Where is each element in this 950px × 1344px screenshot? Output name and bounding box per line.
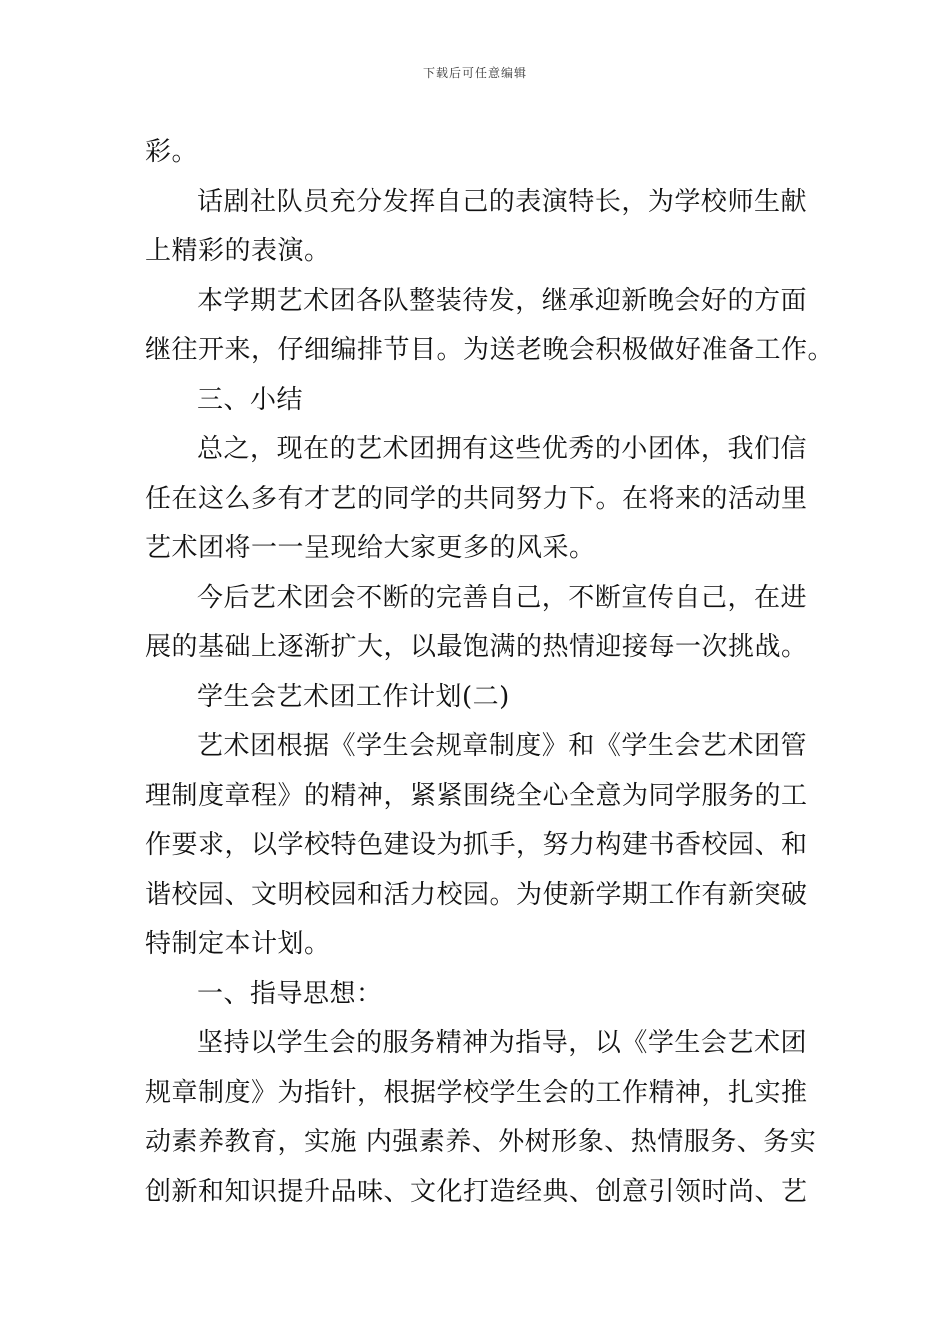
text-line: 坚持以学生会的服务精神为指导，以《学生会艺术团 [197,1028,807,1058]
text-line: 总之，现在的艺术团拥有这些优秀的小团体，我们信 [197,434,807,464]
document-body [145,128,835,1217]
text-line: 上精彩的表演。 [145,236,331,266]
text-line: 一、指导思想： [197,978,383,1009]
page-header-note: 下载后可任意编辑 [422,66,527,80]
text-line: 谐校园、文明校园和活力校园。为使新学期工作有新突破 [145,879,808,910]
text-line: 学生会艺术团工作计划(二) [197,681,510,712]
text-line: 话剧社队员充分发挥自己的表演特长，为学校师生献 [197,186,807,217]
text-line: 三、小结 [197,384,304,415]
text-line: 理制度章程》的精神，紧紧围绕全心全意为同学服务的工 [145,780,808,811]
text-line: 动素养教育，实施 内强素养、外树形象、热情服务、务实 [145,1127,817,1157]
text-line: 规章制度》为指针，根据学校学生会的工作精神，扎实推 [145,1077,808,1108]
text-line: 彩。 [145,137,199,167]
text-line: 本学期艺术团各队整装待发，继承迎新晚会好的方面 [197,285,807,316]
text-line: 今后艺术团会不断的完善自己，不断宣传自己，在进 [197,582,807,613]
text-line: 任在这么多有才艺的同学的共同努力下。在将来的活动里 [145,483,808,514]
text-line: 艺术团将一一呈现给大家更多的风采。 [145,533,596,563]
text-line: 继往开来，仔细编排节目。为送老晚会积极做好准备工作。 [145,335,835,365]
text-line: 展的基础上逐渐扩大，以最饱满的热情迎接每一次挑战。 [145,632,808,662]
text-line: 作要求，以学校特色建设为抓手，努力构建书香校园、和 [145,830,808,860]
text-line: 艺术团根据《学生会规章制度》和《学生会艺术团管 [197,731,807,761]
text-line: 特制定本计划。 [145,929,331,959]
text-line: 创新和知识提升品味、文化打造经典、创意引领时尚、艺 [145,1176,808,1207]
